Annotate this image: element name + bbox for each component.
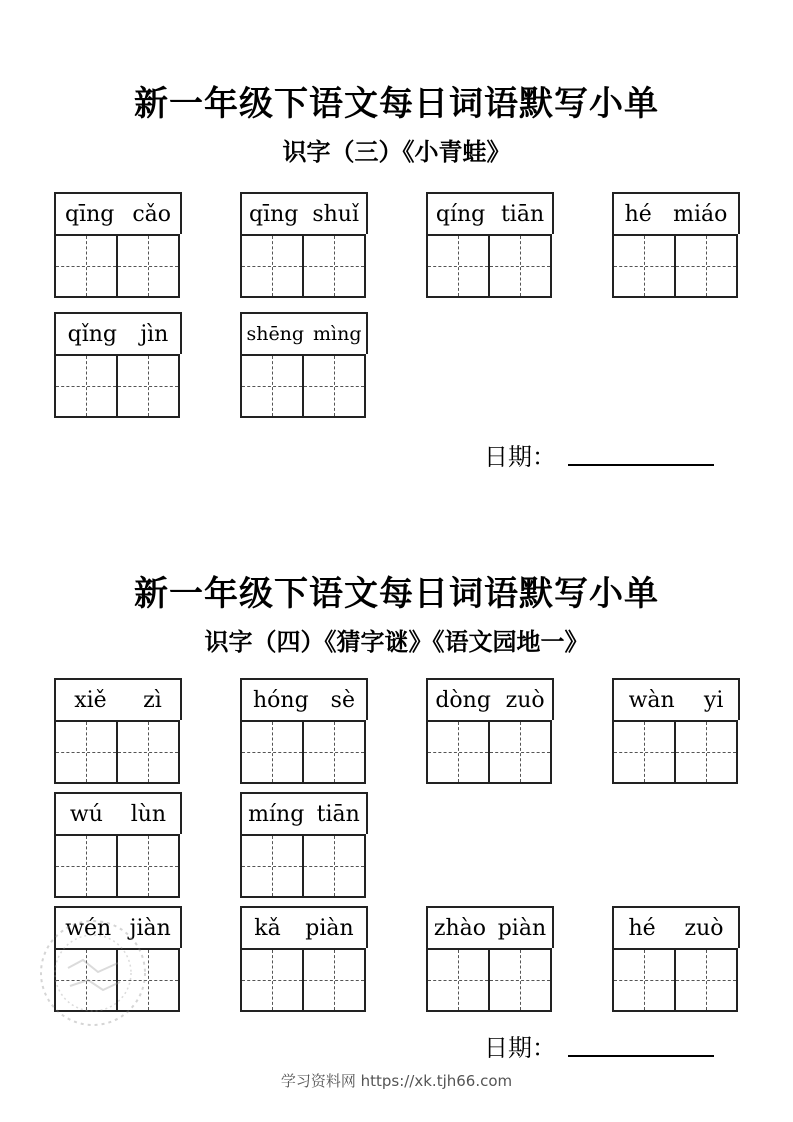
watermark-stamp-icon [28, 908, 158, 1038]
pinyin-label: qǐng jìn [54, 312, 182, 354]
footer-text: 学习资料网 https://xk.tjh66.com [280, 1072, 513, 1090]
word-card [240, 678, 366, 784]
word-card [54, 792, 180, 898]
writing-grid[interactable] [426, 948, 552, 1012]
pinyin-label: shēng mìng [240, 312, 368, 354]
writing-grid[interactable] [612, 948, 738, 1012]
pinyin-label: dòng zuò [426, 678, 554, 720]
pinyin-label: kǎ piàn [240, 906, 368, 948]
writing-grid[interactable] [240, 354, 366, 418]
pinyin-label: hóng sè [240, 678, 368, 720]
date-label: 日期： [484, 1034, 556, 1062]
writing-grid[interactable] [426, 234, 552, 298]
word-card [612, 192, 738, 298]
pinyin-label: wàn yi [612, 678, 740, 720]
word-card [612, 678, 738, 784]
word-card [54, 192, 180, 298]
word-card [240, 906, 366, 1012]
word-card [240, 312, 366, 418]
writing-grid[interactable] [240, 834, 366, 898]
date-line[interactable] [568, 1055, 714, 1057]
word-card [426, 192, 552, 298]
writing-grid[interactable] [54, 720, 180, 784]
word-card [240, 192, 366, 298]
pinyin-label: xiě zì [54, 678, 182, 720]
pinyin-label: hé miáo [612, 192, 740, 234]
word-card [240, 792, 366, 898]
pinyin-label: qīng cǎo [54, 192, 182, 234]
section1-subtitle: 识字（三）《小青蛙》 [282, 138, 511, 166]
pinyin-label: qíng tiān [426, 192, 554, 234]
word-card [54, 678, 180, 784]
section2-title: 新一年级下语文每日词语默写小单 [134, 574, 659, 614]
section1-title: 新一年级下语文每日词语默写小单 [134, 84, 659, 124]
writing-grid[interactable] [240, 234, 366, 298]
pinyin-label: hé zuò [612, 906, 740, 948]
pinyin-label: zhào piàn [426, 906, 554, 948]
writing-grid[interactable] [612, 234, 738, 298]
writing-grid[interactable] [612, 720, 738, 784]
pinyin-label: wén jiàn [54, 906, 182, 948]
writing-grid[interactable] [240, 948, 366, 1012]
word-card [54, 312, 180, 418]
writing-grid[interactable] [54, 834, 180, 898]
pinyin-label: míng tiān [240, 792, 368, 834]
date-label: 日期： [484, 443, 556, 471]
writing-grid[interactable] [240, 720, 366, 784]
writing-grid[interactable] [54, 234, 180, 298]
pinyin-label: qīng shuǐ [240, 192, 368, 234]
date-line[interactable] [568, 464, 714, 466]
writing-grid[interactable] [54, 354, 180, 418]
section2-subtitle: 识字（四）《猜字谜》《语文园地一》 [204, 628, 589, 656]
word-card [426, 678, 552, 784]
word-card [612, 906, 738, 1012]
word-card [426, 906, 552, 1012]
writing-grid[interactable] [426, 720, 552, 784]
pinyin-label: wú lùn [54, 792, 182, 834]
